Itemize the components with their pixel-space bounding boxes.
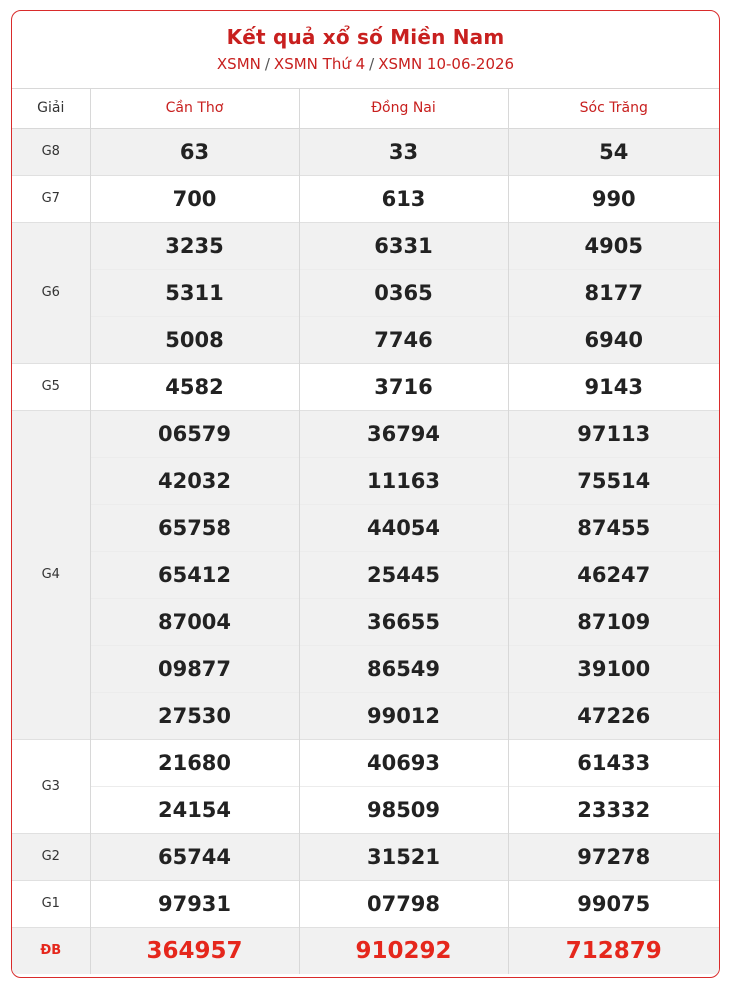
prize-number: 33 [299, 128, 508, 175]
prize-number: 46247 [508, 551, 719, 598]
prize-group [12, 927, 719, 974]
prize-number: 97113 [508, 410, 719, 457]
column-header-prize: Giải [12, 89, 90, 128]
prize-number: 07798 [299, 880, 508, 927]
prize-number: 65758 [90, 504, 299, 551]
prize-number: 23332 [508, 786, 719, 833]
table-row [12, 363, 719, 410]
prize-label: G2 [12, 833, 90, 880]
prize-group [12, 175, 719, 222]
prize-number: 47226 [508, 692, 719, 739]
prize-group [12, 739, 719, 833]
prize-number: 87455 [508, 504, 719, 551]
prize-number: 42032 [90, 457, 299, 504]
prize-number: 39100 [508, 645, 719, 692]
breadcrumb [12, 55, 719, 73]
table-row [12, 598, 719, 645]
prize-number: 7746 [299, 316, 508, 363]
table-row [12, 692, 719, 739]
prize-number: 25445 [299, 551, 508, 598]
table-row [12, 551, 719, 598]
breadcrumb-separator: / [264, 55, 270, 73]
special-prize-number: 712879 [508, 927, 719, 974]
prize-number: 4905 [508, 222, 719, 269]
column-header-province[interactable]: Cần Thơ [90, 89, 299, 128]
special-prize-number: 364957 [90, 927, 299, 974]
prize-number: 3235 [90, 222, 299, 269]
column-header-province[interactable]: Đồng Nai [299, 89, 508, 128]
prize-number: 06579 [90, 410, 299, 457]
prize-number: 6940 [508, 316, 719, 363]
prize-number: 700 [90, 175, 299, 222]
prize-number: 27530 [90, 692, 299, 739]
prize-number: 8177 [508, 269, 719, 316]
table-row [12, 316, 719, 363]
results-table [12, 89, 719, 974]
prize-number: 9143 [508, 363, 719, 410]
prize-label: G8 [12, 128, 90, 175]
prize-group [12, 410, 719, 739]
prize-number: 87109 [508, 598, 719, 645]
prize-group [12, 880, 719, 927]
prize-number: 63 [90, 128, 299, 175]
prize-number: 0365 [299, 269, 508, 316]
table-row [12, 175, 719, 222]
prize-number: 4582 [90, 363, 299, 410]
table-row [12, 927, 719, 974]
prize-number: 40693 [299, 739, 508, 786]
prize-group [12, 363, 719, 410]
prize-label: G3 [12, 739, 90, 833]
prize-group [12, 833, 719, 880]
prize-number: 990 [508, 175, 719, 222]
prize-number: 24154 [90, 786, 299, 833]
prize-group [12, 128, 719, 175]
table-header-row [12, 89, 719, 128]
breadcrumb-xsmn-weekday[interactable]: XSMN Thứ 4 [273, 55, 366, 73]
prize-label: G6 [12, 222, 90, 363]
prize-number: 5008 [90, 316, 299, 363]
prize-number: 5311 [90, 269, 299, 316]
prize-number: 44054 [299, 504, 508, 551]
table-row [12, 128, 719, 175]
results-card [11, 10, 720, 978]
table-row [12, 222, 719, 269]
prize-number: 09877 [90, 645, 299, 692]
prize-number: 86549 [299, 645, 508, 692]
special-prize-number: 910292 [299, 927, 508, 974]
prize-label: G7 [12, 175, 90, 222]
prize-number: 75514 [508, 457, 719, 504]
table-row [12, 739, 719, 786]
breadcrumb-xsmn[interactable]: XSMN [216, 55, 261, 73]
page-title: Kết quả xổ số Miền Nam [226, 25, 505, 49]
table-row [12, 410, 719, 457]
table-row [12, 880, 719, 927]
prize-group [12, 222, 719, 363]
prize-number: 65412 [90, 551, 299, 598]
prize-label: ĐB [12, 927, 90, 974]
prize-number: 99012 [299, 692, 508, 739]
prize-number: 31521 [299, 833, 508, 880]
prize-number: 6331 [299, 222, 508, 269]
prize-number: 11163 [299, 457, 508, 504]
table-row [12, 645, 719, 692]
prize-number: 3716 [299, 363, 508, 410]
table-row [12, 269, 719, 316]
column-header-province[interactable]: Sóc Trăng [508, 89, 719, 128]
prize-number: 99075 [508, 880, 719, 927]
prize-label: G4 [12, 410, 90, 739]
prize-number: 36655 [299, 598, 508, 645]
prize-number: 97278 [508, 833, 719, 880]
prize-number: 65744 [90, 833, 299, 880]
prize-number: 36794 [299, 410, 508, 457]
prize-number: 87004 [90, 598, 299, 645]
breadcrumb-separator: / [369, 55, 375, 73]
prize-label: G1 [12, 880, 90, 927]
table-row [12, 504, 719, 551]
table-row [12, 786, 719, 833]
prize-label: G5 [12, 363, 90, 410]
prize-number: 97931 [90, 880, 299, 927]
prize-number: 21680 [90, 739, 299, 786]
breadcrumb-xsmn-date[interactable]: XSMN 10-06-2026 [378, 55, 515, 73]
prize-number: 61433 [508, 739, 719, 786]
results-header [12, 11, 719, 89]
prize-number: 98509 [299, 786, 508, 833]
prize-number: 54 [508, 128, 719, 175]
prize-number: 613 [299, 175, 508, 222]
table-row [12, 457, 719, 504]
table-row [12, 833, 719, 880]
